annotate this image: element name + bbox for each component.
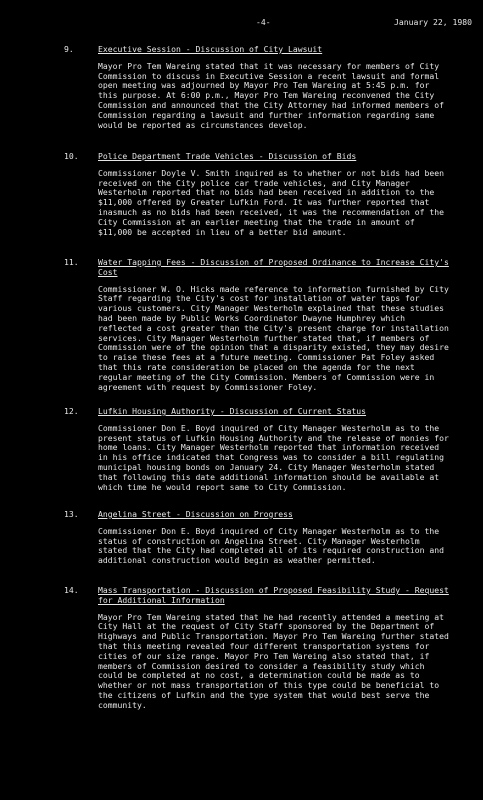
agenda-item-12 — [64, 407, 449, 492]
agenda-item-14 — [64, 586, 449, 711]
item-title: Water Tapping Fees - Discussion of Proposed Ordinance to Increase City's Cost — [98, 257, 449, 277]
item-body: Mayor Pro Tem Wareing stated that he had recently attended a meeting at City Hall at the request of City Staff sponsored by the Department of Highways and Public Transportation. Mayor Pro Tem Wareing further stated that this meeting revealed four different transportation systems for cities of our size range. Mayor Pro Tem Wareing also stated that, if members of Commission desired to consider a feasibility study which could be completed at no cost, a determination could be made as to whether or not mass transportation of this type could be beneficial to the citizens of Lufkin and the type system that would best serve the community. — [98, 611, 449, 710]
item-number: 10. — [64, 151, 79, 161]
page-number: -4- — [256, 17, 271, 27]
item-number: 13. — [64, 509, 79, 519]
item-title: Lufkin Housing Authority - Discussion of Current Status — [98, 406, 367, 416]
agenda-item-13 — [64, 510, 449, 566]
item-body: Commissioner Doyle V. Smith inquired as to whether or not bids had been received on the City police car trade vehicles, and City Manager Westerholm reported that no bids had been received in addition to the $11,000 offered by Greater Lufkin Ford. It was further reported that inasmuch as no bids had been received, it was the recommendation of the City Commission at an earlier meeting that the trade in amount of $11,000 be accepted in lieu of a better bid amount. — [98, 167, 444, 237]
item-title: Executive Session - Discussion of City Lawsuit — [98, 44, 323, 54]
item-body: Commissioner Don E. Boyd inquired of City Manager Westerholm as to the present status of Lufkin Housing Authority and the release of monies for home loans. City Manager Westerholm reported that information received in his office indicated that Congress was to consider a bill regulating municipal housing bonds on January 24. City Manager Westerholm stated that following this date additional information should be available at which time he would report same to City Commission. — [98, 422, 449, 492]
item-number: 11. — [64, 257, 79, 267]
item-title: Police Department Trade Vehicles - Discussion of Bids — [98, 151, 357, 161]
item-number: 14. — [64, 585, 79, 595]
item-number: 12. — [64, 406, 79, 416]
meeting-date: January 22, 1980 — [394, 17, 472, 27]
item-title: Angelina Street - Discussion on Progress — [98, 509, 293, 519]
agenda-item-10 — [64, 152, 449, 237]
page-header — [256, 18, 476, 30]
item-body: Mayor Pro Tem Wareing stated that it was necessary for members of City Commission to discuss in Executive Session a recent lawsuit and formal open meeting was adjourned by Mayor Pro Tem Wareing at 5:45 p.m. for this purpose. At 6:00 p.m., Mayor Pro Tem Wareing reconvened the City Commission and announced that the City Attorney had informed members of Commission regarding a lawsuit and further information regarding same would be reported as circumstances develop. — [98, 60, 444, 130]
item-body: Commissioner Don E. Boyd inquired of City Manager Westerholm as to the status of construction on Angelina Street. City Manager Westerholm stated that the City had completed all of its required construction and additional construction would begin as weather permitted. — [98, 525, 444, 566]
item-body: Commissioner W. O. Hicks made reference to information furnished by City Staff regarding the City's cost for installation of water taps for various customers. City Manager Westerholm explained that these studies had been made by Public Works Coordinator Dwayne Humphrey which reflected a cost greater than the City's present charge for installation services. City Manager Westerholm further stated that, if members of Commission were of the opinion that a disparity existed, they may desire to raise these fees at a future meeting. Commissioner Pat Foley asked that this rate consideration be placed on the agenda for the next regular meeting of the City Commission. Members of Commission were in agreement with request by Commissioner Foley. — [98, 283, 449, 392]
item-title: Mass Transportation - Discussion of Proposed Feasibility Study - Request for Additional Information — [98, 585, 449, 605]
item-number: 9. — [64, 44, 74, 54]
agenda-item-9 — [64, 45, 449, 130]
agenda-item-11 — [64, 258, 449, 392]
